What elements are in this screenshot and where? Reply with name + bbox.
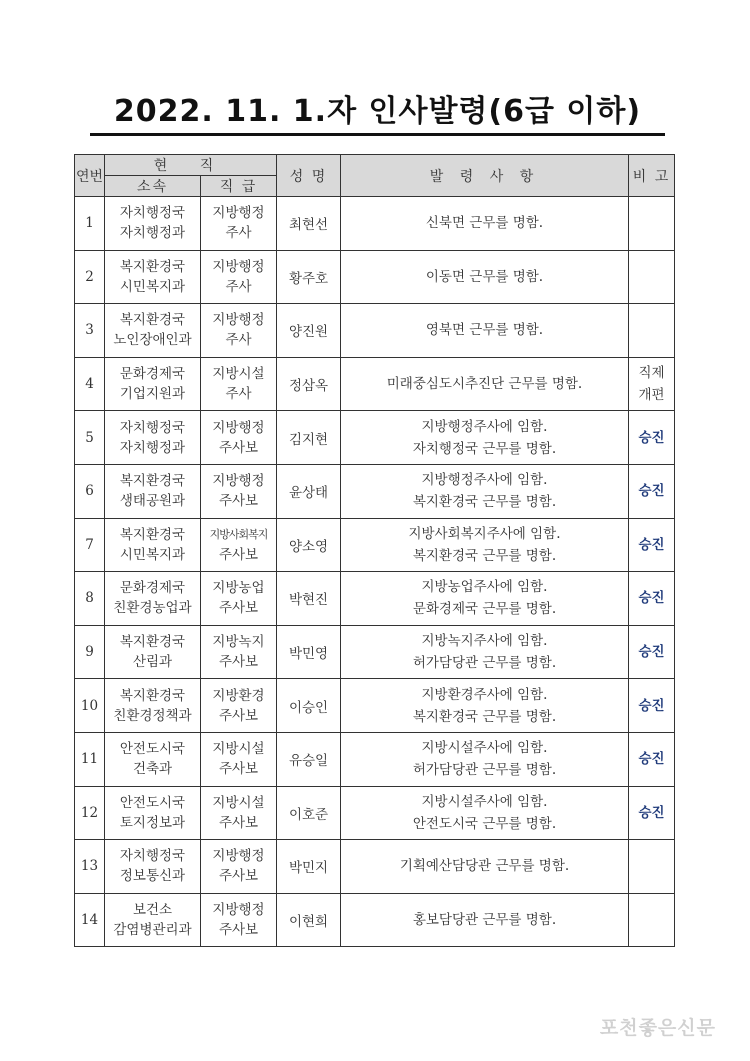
- order-line-2: 안전도시국 근무를 명함.: [412, 815, 557, 832]
- note-cell: [629, 786, 675, 840]
- order-cell: [341, 732, 629, 786]
- order-cell: [341, 197, 629, 251]
- row-number: 10: [75, 679, 105, 733]
- promotion-badge: 승진: [638, 590, 665, 607]
- person-name: 유승일: [277, 732, 341, 786]
- row-number: 14: [75, 893, 105, 947]
- note-cell: [629, 197, 675, 251]
- rank-series: 지방행정: [212, 419, 265, 436]
- bureau: 복지환경국: [119, 687, 186, 704]
- rank-cell: [201, 572, 277, 626]
- order-line-2: 허가담당관 근무를 명함.: [412, 762, 557, 779]
- table-row: [75, 411, 675, 465]
- rank-grade: 주사보: [218, 654, 259, 671]
- rank-series: 지방행정: [212, 848, 265, 865]
- order-line-1: 지방농업주사에 임함.: [421, 579, 548, 596]
- rank-cell: [201, 786, 277, 840]
- note-cell: [629, 893, 675, 947]
- order-line-1: 지방사회복지주사에 임함.: [408, 525, 561, 542]
- person-name: 박민영: [277, 625, 341, 679]
- note-cell: [629, 840, 675, 894]
- order-line-2: 복지환경국 근무를 명함.: [412, 494, 557, 511]
- bureau: 복지환경국: [119, 634, 186, 651]
- rank-cell: [201, 732, 277, 786]
- order-line-1: 영북면 근무를 명함.: [425, 322, 544, 339]
- note-cell: [629, 679, 675, 733]
- rank-grade: 주사보: [218, 493, 259, 510]
- order-cell: [341, 411, 629, 465]
- affiliation-cell: [105, 893, 201, 947]
- bureau: 자치행정국: [119, 848, 186, 865]
- person-name: 황주호: [277, 250, 341, 304]
- rank-cell: [201, 840, 277, 894]
- person-name: 이승인: [277, 679, 341, 733]
- personnel-table-body: [75, 197, 675, 947]
- note-cell: [629, 572, 675, 626]
- rank-cell: [201, 197, 277, 251]
- person-name: 윤상태: [277, 464, 341, 518]
- division: 친환경농업과: [113, 600, 192, 617]
- row-number: 12: [75, 786, 105, 840]
- order-cell: [341, 304, 629, 358]
- note-cell: [629, 250, 675, 304]
- rank-grade: 주사: [225, 386, 252, 403]
- bureau: 복지환경국: [119, 258, 186, 275]
- rank-series: 지방행정: [212, 258, 265, 275]
- order-line-1: 홍보담당관 근무를 명함.: [412, 912, 557, 929]
- page-title: 2022. 11. 1.자 인사발령(6급 이하): [90, 92, 665, 136]
- division: 시민복지과: [119, 546, 186, 563]
- rank-grade: 주사: [225, 225, 252, 242]
- division: 토지정보과: [119, 814, 186, 831]
- promotion-badge: 승진: [638, 483, 665, 500]
- division: 친환경정책과: [113, 707, 192, 724]
- table-row: [75, 197, 675, 251]
- rank-grade: 주사보: [218, 546, 259, 563]
- promotion-badge: 승진: [638, 429, 665, 446]
- order-cell: [341, 786, 629, 840]
- bureau: 문화경제국: [119, 366, 186, 383]
- table-row: [75, 625, 675, 679]
- row-number: 5: [75, 411, 105, 465]
- bureau: 보건소: [132, 902, 173, 919]
- row-number: 6: [75, 464, 105, 518]
- personnel-table: [74, 154, 675, 947]
- row-number: 9: [75, 625, 105, 679]
- table-row: [75, 893, 675, 947]
- promotion-badge: 승진: [638, 751, 665, 768]
- rank-series: 지방시설: [212, 741, 265, 758]
- rank-series: 지방행정: [212, 312, 265, 329]
- person-name: 박민지: [277, 840, 341, 894]
- note-cell: [629, 304, 675, 358]
- division: 자치행정과: [119, 439, 186, 456]
- order-cell: [341, 250, 629, 304]
- note-cell: [629, 411, 675, 465]
- row-number: 2: [75, 250, 105, 304]
- table-row: [75, 250, 675, 304]
- order-cell: [341, 840, 629, 894]
- note-cell: [629, 357, 675, 411]
- table-row: [75, 304, 675, 358]
- bureau: 자치행정국: [119, 419, 186, 436]
- person-name: 양진원: [277, 304, 341, 358]
- person-name: 이호준: [277, 786, 341, 840]
- note-line-1: 직제: [638, 365, 665, 382]
- order-cell: [341, 679, 629, 733]
- table-row: [75, 572, 675, 626]
- order-cell: [341, 357, 629, 411]
- rank-grade: 주사: [225, 278, 252, 295]
- order-line-1: 이동면 근무를 명함.: [425, 268, 544, 285]
- affiliation-cell: [105, 464, 201, 518]
- affiliation-cell: [105, 625, 201, 679]
- order-line-2: 복지환경국 근무를 명함.: [412, 708, 557, 725]
- order-line-1: 지방환경주사에 임함.: [421, 686, 548, 703]
- order-line-1: 미래중심도시추진단 근무를 명함.: [386, 376, 583, 393]
- rank-series: 지방행정: [212, 473, 265, 490]
- row-number: 1: [75, 197, 105, 251]
- person-name: 이현희: [277, 893, 341, 947]
- affiliation-cell: [105, 786, 201, 840]
- person-name: 김지현: [277, 411, 341, 465]
- watermark: 포천좋은신문: [599, 1017, 716, 1039]
- rank-cell: [201, 304, 277, 358]
- bureau: 복지환경국: [119, 312, 186, 329]
- rank-series: 지방사회복지: [209, 527, 268, 541]
- rank-cell: [201, 411, 277, 465]
- row-number: 11: [75, 732, 105, 786]
- rank-cell: [201, 893, 277, 947]
- bureau: 안전도시국: [119, 741, 186, 758]
- order-cell: [341, 464, 629, 518]
- affiliation-cell: [105, 197, 201, 251]
- order-line-1: 신북면 근무를 명함.: [425, 215, 544, 232]
- division: 기업지원과: [119, 386, 186, 403]
- table-row: [75, 840, 675, 894]
- rank-series: 지방녹지: [212, 634, 265, 651]
- person-name: 양소영: [277, 518, 341, 572]
- rank-grade: 주사보: [218, 600, 259, 617]
- rank-cell: [201, 518, 277, 572]
- order-line-1: 기획예산담당관 근무를 명함.: [399, 858, 570, 875]
- rank-grade: 주사: [225, 332, 252, 349]
- order-cell: [341, 893, 629, 947]
- affiliation-cell: [105, 732, 201, 786]
- note-cell: [629, 464, 675, 518]
- person-name: 최현선: [277, 197, 341, 251]
- order-cell: [341, 572, 629, 626]
- promotion-badge: 승진: [638, 644, 665, 661]
- table-row: [75, 679, 675, 733]
- order-line-2: 허가담당관 근무를 명함.: [412, 655, 557, 672]
- rank-cell: [201, 250, 277, 304]
- person-name: 정삼옥: [277, 357, 341, 411]
- row-number: 13: [75, 840, 105, 894]
- affiliation-cell: [105, 304, 201, 358]
- promotion-badge: 승진: [638, 536, 665, 553]
- order-line-1: 지방행정주사에 임함.: [421, 472, 548, 489]
- person-name: 박현진: [277, 572, 341, 626]
- header-affiliation: 소속: [105, 176, 201, 197]
- order-line-1: 지방행정주사에 임함.: [421, 418, 548, 435]
- header-rank: 직 급: [201, 176, 277, 197]
- note-cell: [629, 625, 675, 679]
- rank-series: 지방행정: [212, 902, 265, 919]
- division: 자치행정과: [119, 225, 186, 242]
- rank-series: 지방농업: [212, 580, 265, 597]
- row-number: 8: [75, 572, 105, 626]
- division: 건축과: [132, 761, 173, 778]
- order-line-1: 지방시설주사에 임함.: [421, 740, 548, 757]
- table-row: [75, 357, 675, 411]
- affiliation-cell: [105, 679, 201, 733]
- rank-grade: 주사보: [218, 922, 259, 939]
- affiliation-cell: [105, 840, 201, 894]
- rank-cell: [201, 679, 277, 733]
- rank-grade: 주사보: [218, 868, 259, 885]
- promotion-badge: 승진: [638, 804, 665, 821]
- affiliation-cell: [105, 357, 201, 411]
- division: 노인장애인과: [113, 332, 192, 349]
- affiliation-cell: [105, 518, 201, 572]
- bureau: 복지환경국: [119, 473, 186, 490]
- rank-cell: [201, 357, 277, 411]
- bureau: 복지환경국: [119, 526, 186, 543]
- affiliation-cell: [105, 250, 201, 304]
- table-row: [75, 464, 675, 518]
- order-line-1: 지방시설주사에 임함.: [421, 793, 548, 810]
- rank-cell: [201, 464, 277, 518]
- table-row: [75, 732, 675, 786]
- rank-series: 지방시설: [212, 366, 265, 383]
- table-row: [75, 786, 675, 840]
- table-row: [75, 518, 675, 572]
- header-note: 비 고: [629, 155, 675, 197]
- order-cell: [341, 625, 629, 679]
- rank-series: 지방행정: [212, 205, 265, 222]
- division: 생태공원과: [119, 493, 186, 510]
- bureau: 자치행정국: [119, 205, 186, 222]
- rank-series: 지방환경: [212, 687, 265, 704]
- rank-grade: 주사보: [218, 439, 259, 456]
- division: 시민복지과: [119, 278, 186, 295]
- order-line-2: 복지환경국 근무를 명함.: [412, 547, 557, 564]
- header-current: 현 직: [105, 155, 277, 176]
- row-number: 4: [75, 357, 105, 411]
- order-cell: [341, 518, 629, 572]
- division: 산림과: [132, 654, 173, 671]
- rank-series: 지방시설: [212, 794, 265, 811]
- note-cell: [629, 518, 675, 572]
- rank-cell: [201, 625, 277, 679]
- rank-grade: 주사보: [218, 707, 259, 724]
- division: 정보통신과: [119, 868, 186, 885]
- note-cell: [629, 732, 675, 786]
- order-line-2: 문화경제국 근무를 명함.: [412, 601, 557, 618]
- row-number: 3: [75, 304, 105, 358]
- rank-grade: 주사보: [218, 761, 259, 778]
- note-line-2: 개편: [638, 387, 665, 404]
- bureau: 문화경제국: [119, 580, 186, 597]
- affiliation-cell: [105, 572, 201, 626]
- rank-grade: 주사보: [218, 814, 259, 831]
- affiliation-cell: [105, 411, 201, 465]
- promotion-badge: 승진: [638, 697, 665, 714]
- header-name: 성 명: [277, 155, 341, 197]
- division: 감염병관리과: [113, 922, 192, 939]
- row-number: 7: [75, 518, 105, 572]
- order-line-2: 자치행정국 근무를 명함.: [412, 440, 557, 457]
- bureau: 안전도시국: [119, 794, 186, 811]
- order-line-1: 지방녹지주사에 임함.: [421, 633, 548, 650]
- header-order: 발 령 사 항: [341, 155, 629, 197]
- header-no: 연번: [75, 155, 105, 197]
